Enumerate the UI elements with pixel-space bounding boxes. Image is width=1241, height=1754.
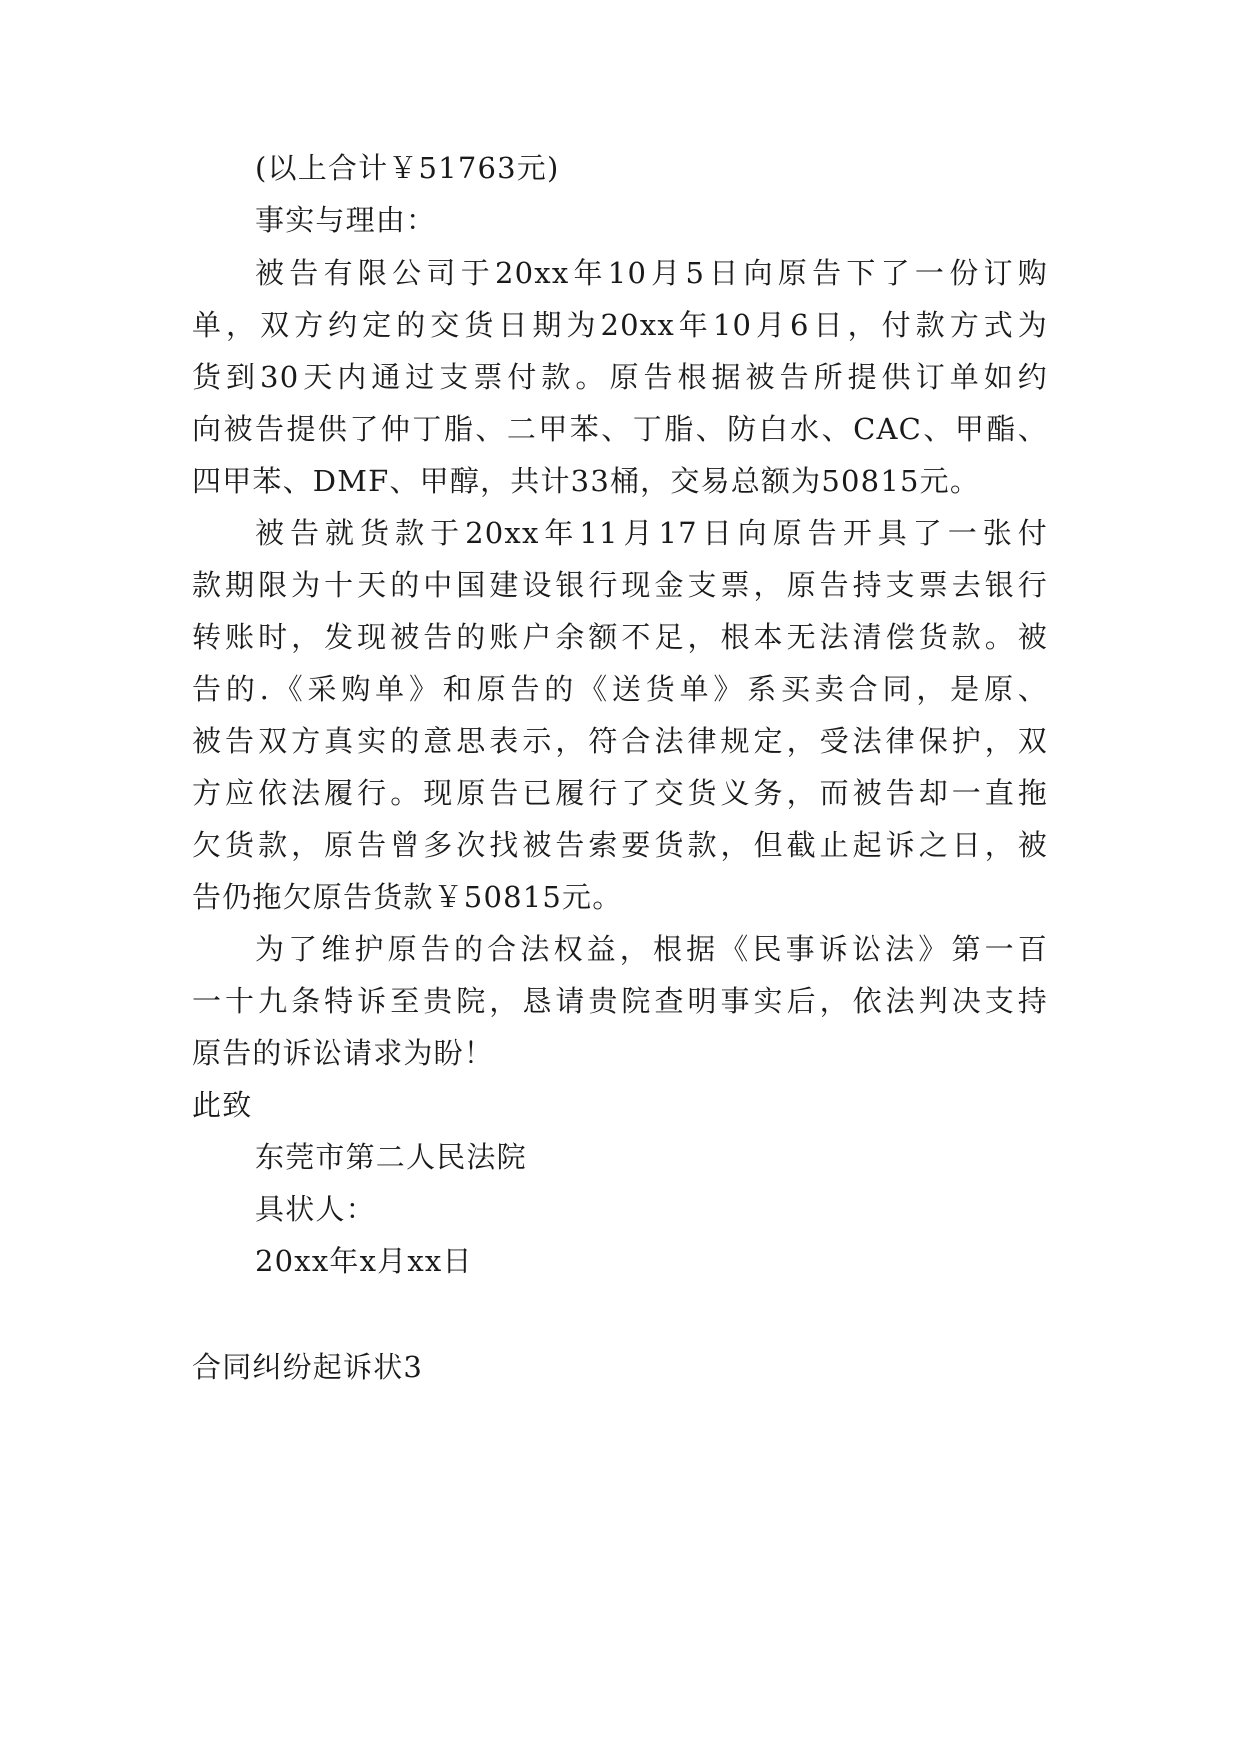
paragraph-line: 被告双方真实的意思表示，符合法律规定，受法律保护，双 — [192, 724, 1048, 758]
paragraph-line: 为了维护原告的合法权益，根据《民事诉讼法》第一百 — [255, 932, 1048, 966]
paragraph-line: 告仍拖欠原告货款￥50815元。 — [192, 880, 623, 914]
next-section-title: 合同纠纷起诉状3 — [192, 1350, 424, 1384]
paragraph-line: 被告就货款于20xx年11月17日向原告开具了一张付 — [255, 516, 1048, 550]
paragraph-line: 被告有限公司于20xx年10月5日向原告下了一份订购 — [255, 256, 1048, 290]
court-name: 东莞市第二人民法院 — [255, 1140, 527, 1174]
closing-salutation: 此致 — [192, 1088, 253, 1122]
paragraph-line: 原告的诉讼请求为盼！ — [192, 1036, 495, 1070]
paragraph-line: 四甲苯、DMF、甲醇，共计33桶，交易总额为50815元。 — [192, 464, 981, 498]
filing-date: 20xx年x月xx日 — [255, 1244, 473, 1278]
paragraph-line: 欠货款，原告曾多次找被告索要货款，但截止起诉之日，被 — [192, 828, 1048, 862]
paragraph-line: 单，双方约定的交货日期为20xx年10月6日，付款方式为 — [192, 308, 1048, 342]
paragraph-line: 转账时，发现被告的账户余额不足，根本无法清偿货款。被 — [192, 620, 1048, 654]
facts-heading: 事实与理由： — [255, 203, 437, 237]
paragraph-line: 告的.《采购单》和原告的《送货单》系买卖合同，是原、 — [192, 672, 1048, 706]
paragraph-line: 一十九条特诉至贵院，恳请贵院查明事实后，依法判决支持 — [192, 984, 1048, 1018]
paragraph-line: 款期限为十天的中国建设银行现金支票，原告持支票去银行 — [192, 568, 1048, 602]
paragraph-line: 方应依法履行。现原告已履行了交货义务，而被告却一直拖 — [192, 776, 1048, 810]
paragraph-line: 向被告提供了仲丁脂、二甲苯、丁脂、防白水、CAC、甲酯、 — [192, 412, 1048, 446]
paragraph-line: 货到30天内通过支票付款。原告根据被告所提供订单如约 — [192, 360, 1048, 394]
signer-label: 具状人： — [255, 1192, 376, 1226]
total-amount-line: (以上合计￥51763元) — [255, 151, 560, 185]
